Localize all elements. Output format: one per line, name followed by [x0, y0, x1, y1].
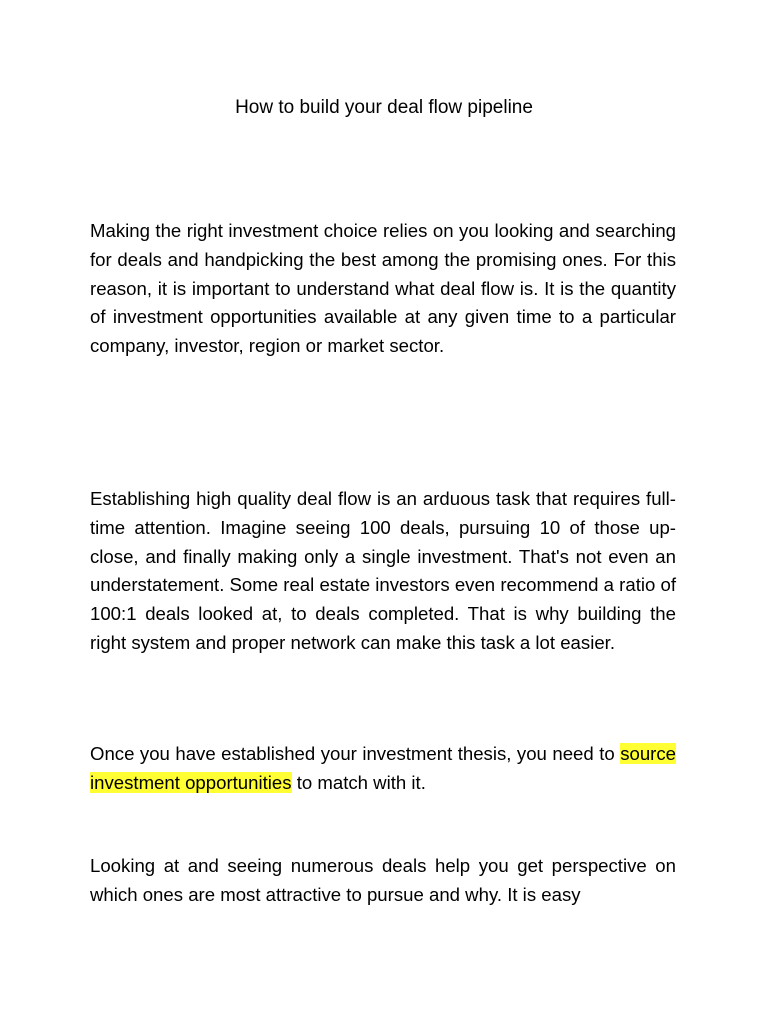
- paragraph-deal-flow-effort: Establishing high quality deal flow is an arduous task that requires full-time attention. Imagine seeing 100 deals, pursuing 10 of those up-close, and finally making only a single investment. That's not even an understatement. Some real estate investors even recommend a ratio of 100:1 deals looked at, to deals completed. That is why building the right system and proper network can make this task a lot easier.: [90, 488, 677, 653]
- paragraph-investment-thesis: [90, 740, 676, 798]
- paragraph-text-after-highlight: to match with it.: [291, 771, 426, 793]
- highlighted-text: source investment opportunities: [90, 743, 676, 793]
- paragraph-perspective: Looking at and seeing numerous deals help you get perspective on which ones are most attractive to pursue and why. It is easy: [90, 855, 676, 905]
- document-title: How to build your deal flow pipeline: [235, 97, 533, 118]
- paragraph-text-before-highlight: Once you have established your investment thesis, you need to: [90, 743, 621, 764]
- paragraph-deal-flow-definition: Making the right investment choice relies on you looking and searching for deals and handpicking the best among the promising ones. For this reason, it is important to understand what deal flow is. It is the quantity of investment opportunities available at any given time to a particular company, investor, region or market sector.: [90, 220, 676, 357]
